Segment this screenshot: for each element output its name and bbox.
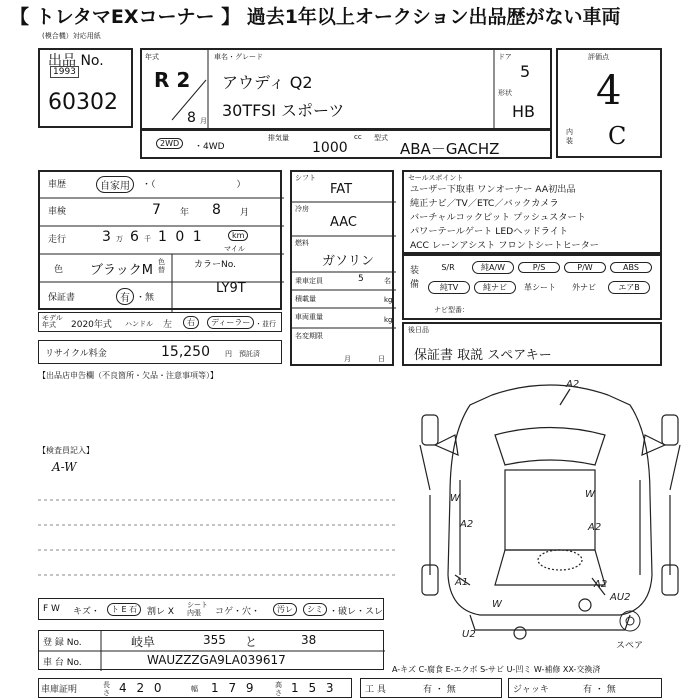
sales-point-line: パワーテールゲート LEDヘッドライト xyxy=(410,226,569,237)
interior-score: C xyxy=(608,122,627,150)
interior-label: 内装 xyxy=(566,128,573,145)
model-code: ABA－GACHZ xyxy=(400,140,500,158)
inspector-notes-label: 【検査員記入】 xyxy=(38,446,94,455)
color-change-label: 色替 xyxy=(158,258,165,274)
warranty-label: 保証書 xyxy=(48,293,76,303)
import: ・並行 xyxy=(255,320,276,328)
mark-front: A2 xyxy=(566,379,580,390)
history-label: 車歴 xyxy=(48,180,67,190)
model-year-label: モデル年式 xyxy=(42,314,63,329)
lot-prefix: 1993 xyxy=(50,66,79,78)
history-rest: ・（ ） xyxy=(142,180,246,190)
seller-notes-label: 【出品店申告欄（不良箇所・欠品・注意事項等）】 xyxy=(38,371,218,380)
recycle-note: 預託済 xyxy=(239,350,260,358)
mileage-unit-km: km xyxy=(228,230,248,241)
sales-points-box xyxy=(402,170,662,254)
scratch-circled: ト E 石 xyxy=(107,603,141,616)
seat-label: シート内張 xyxy=(187,601,208,617)
color-no-label: カラーNo. xyxy=(194,260,236,270)
mark-left-lower: A1 xyxy=(455,577,469,588)
mark-left-bottom: W xyxy=(450,493,460,504)
reg-area: 岐阜 xyxy=(131,635,156,649)
mileage-unit-mile: マイル xyxy=(224,245,245,253)
cert-label: 車庫証明 xyxy=(41,685,78,695)
aircon-label: 冷房 xyxy=(295,205,309,213)
history-value: 自家用 xyxy=(96,176,134,193)
score-label: 評価点 xyxy=(588,53,609,61)
inspection-month: 8 xyxy=(212,202,221,218)
mileage-man-unit: 万 xyxy=(116,235,123,243)
inspector-note: A-W xyxy=(52,460,77,474)
handle-label: ハンドル xyxy=(125,320,153,328)
tools-value: 有 ・ 無 xyxy=(423,685,456,695)
inspector-note-lines xyxy=(38,480,398,590)
car-name: アウディ Q2 xyxy=(222,73,313,92)
equipment-label: 装備 xyxy=(410,266,420,290)
jack-label: ジャッキ xyxy=(513,685,549,695)
seat-rest: コゲ・穴・ xyxy=(215,607,261,617)
crack-label: 割レ X xyxy=(147,607,175,617)
year-month-unit: 月 xyxy=(200,117,207,125)
mileage-man: 3 xyxy=(102,229,111,245)
height-value: 1 5 3 xyxy=(291,681,337,695)
equipment-item: 純A/W xyxy=(472,261,514,274)
sales-point-line: バーチャルコックピット プッシュスタート xyxy=(410,212,586,223)
recycle-value: 15,250 xyxy=(161,344,210,360)
car-damage-diagram xyxy=(400,375,700,650)
equipment-item: 革シート xyxy=(524,283,556,292)
load-label: 積載量 xyxy=(295,295,316,303)
capacity-label: 乗車定員 xyxy=(295,277,323,285)
fw-label: F W xyxy=(43,604,60,614)
name-change-label: 名変期限 xyxy=(295,332,323,340)
mark-rear-a2: A2 xyxy=(594,579,608,590)
shape-label: 形状 xyxy=(498,89,512,97)
chassis-label: 車 台 No. xyxy=(43,658,82,668)
shape: HB xyxy=(512,102,536,121)
color-label: 色 xyxy=(54,265,64,275)
year-label: 年式 xyxy=(145,53,159,61)
equipment-item: S/R xyxy=(441,263,455,272)
model-year: 2020年式 xyxy=(71,320,112,330)
lot-box xyxy=(38,48,133,128)
jack-box xyxy=(508,678,662,698)
navi-model-label: ナビ型番： xyxy=(434,306,469,314)
mileage-label: 走行 xyxy=(48,235,67,245)
tools-box xyxy=(360,678,502,698)
grade: 30TFSI スポーツ xyxy=(222,101,345,120)
height-label: 高さ xyxy=(275,681,282,697)
length-value: 4 2 0 xyxy=(119,681,165,695)
fuel-value: ガソリン xyxy=(322,254,375,269)
shift-label: シフト xyxy=(295,174,316,182)
name-change-day: 日 xyxy=(378,355,385,363)
length-label: 長さ xyxy=(103,681,110,697)
dealer: ディーラー xyxy=(207,316,254,329)
jack-value: 有 ・ 無 xyxy=(583,685,616,695)
seat-circled-2: シミ xyxy=(303,603,327,616)
recycle-label: リサイクル料金 xyxy=(45,349,107,359)
equipment-item: ABS xyxy=(610,262,652,273)
sales-points-lines xyxy=(410,183,599,253)
displacement: 1000 xyxy=(312,140,348,156)
recycle-unit: 円 xyxy=(225,350,232,358)
header-box xyxy=(140,48,552,130)
later-docs-value: 保証書 取説 スペアキー xyxy=(414,348,552,363)
sales-point-line: ユーザー下取車 ワンオーナー AA初出品 xyxy=(410,184,576,195)
score-box xyxy=(556,48,662,158)
equipment-row-1 xyxy=(428,260,656,274)
equipment-item: 純TV xyxy=(428,281,470,294)
mark-left-upper: A2 xyxy=(460,519,474,530)
seat-circled-1: 汚レ xyxy=(273,603,297,616)
shift-value: FAT xyxy=(330,182,353,197)
mark-bottom-left: U2 xyxy=(462,629,476,640)
mark-right-door: W xyxy=(585,489,595,500)
mid-table xyxy=(290,170,394,366)
inspection-year-unit: 年 xyxy=(180,208,190,218)
scratch-label: キズ・ xyxy=(73,607,100,617)
mileage-sen-unit: 千 xyxy=(144,235,151,243)
mileage-sen: 6 xyxy=(130,229,139,245)
weight-label: 車両重量 xyxy=(295,313,323,321)
doors-label: ドア xyxy=(498,53,512,61)
spare-tire-icon xyxy=(620,611,640,631)
reg-kana: と xyxy=(245,635,258,649)
tools-label: 工 具 xyxy=(365,685,386,695)
year-month: 8 xyxy=(187,110,196,126)
drive-row xyxy=(140,129,552,159)
damage-legend: A-キズ C-腐食 E-エクボ S-サビ U-凹ミ W-補修 XX-交換済 xyxy=(392,665,601,674)
handle-right: 右 xyxy=(183,316,199,329)
load-unit: kg xyxy=(384,296,393,304)
score: 4 xyxy=(596,68,622,114)
banner-text: 【 トレタマEXコーナー 】 過去1年以上オークション出品歴がない車両 xyxy=(10,6,621,28)
chassis-number: WAUZZZGA9LA039617 xyxy=(147,653,286,667)
color-no: LY9T xyxy=(216,281,246,296)
weight-unit: kg xyxy=(384,316,393,324)
drive-4wd: ・4WD xyxy=(194,142,225,152)
sales-point-line: 純正ナビ／TV／ETC／バックカメラ xyxy=(410,198,559,209)
recycle-row xyxy=(38,340,282,364)
warranty-yes: 有 xyxy=(116,288,134,305)
equipment-item: 外ナビ xyxy=(572,283,596,292)
model-label: 型式 xyxy=(374,134,388,142)
lot-label: 出品 No. xyxy=(48,53,104,69)
name-change-month: 月 xyxy=(344,355,351,363)
width-value: 1 7 9 xyxy=(211,681,257,695)
warranty-no: ・無 xyxy=(136,293,155,303)
equipment-row-2 xyxy=(428,280,654,294)
interior-bar xyxy=(38,598,384,620)
sales-points-label: セールスポイント xyxy=(408,174,464,182)
color-value: ブラックM xyxy=(90,263,153,278)
reg-class: 355 xyxy=(203,633,226,647)
model-year-row xyxy=(38,312,282,332)
capacity-value: 5 xyxy=(358,274,364,284)
later-docs-box xyxy=(402,322,662,366)
equipment-item: P/S xyxy=(518,262,560,273)
displacement-unit: cc xyxy=(354,133,362,141)
displacement-label: 排気量 xyxy=(268,134,289,142)
mark-rear-right: AU2 xyxy=(610,592,631,603)
doors: 5 xyxy=(520,62,531,81)
later-docs-label: 後日品 xyxy=(408,326,429,334)
sales-point-line: ACC レーンアシスト フロントシートヒーター xyxy=(410,240,599,251)
seat-end: ・破レ・スレ xyxy=(329,607,384,617)
width-label: 幅 xyxy=(191,685,198,693)
car-name-label: 車名・グレード xyxy=(214,53,263,61)
drive-2wd: 2WD xyxy=(156,138,183,149)
mileage-rest: 1 0 1 xyxy=(158,229,204,245)
lot-number: 60302 xyxy=(48,90,118,115)
inspection-year: 7 xyxy=(152,202,161,218)
inspection-month-unit: 月 xyxy=(240,208,250,218)
year-era: R 2 xyxy=(154,68,191,92)
capacity-unit: 名 xyxy=(384,277,391,285)
spec-table xyxy=(38,170,282,310)
top-banner xyxy=(0,0,700,30)
mark-bottom-w: W xyxy=(492,599,502,610)
equipment-item: エアB xyxy=(608,281,650,294)
equipment-item: 純ナビ xyxy=(474,281,516,294)
mark-right-rear: A2 xyxy=(588,522,602,533)
handle-left: 左 xyxy=(163,320,173,330)
inspection-label: 車検 xyxy=(48,207,67,217)
registration-box xyxy=(38,630,384,670)
reg-number: 38 xyxy=(301,633,317,647)
equipment-item: P/W xyxy=(564,262,606,273)
aircon-value: AAC xyxy=(330,215,357,230)
spare-label: スペア xyxy=(616,641,644,651)
form-subnote: (模合機）対応用紙 xyxy=(42,32,101,40)
equipment-box xyxy=(402,254,662,320)
reg-label: 登 録 No. xyxy=(43,638,82,648)
fuel-label: 燃料 xyxy=(295,239,309,247)
garage-cert-box xyxy=(38,678,352,698)
